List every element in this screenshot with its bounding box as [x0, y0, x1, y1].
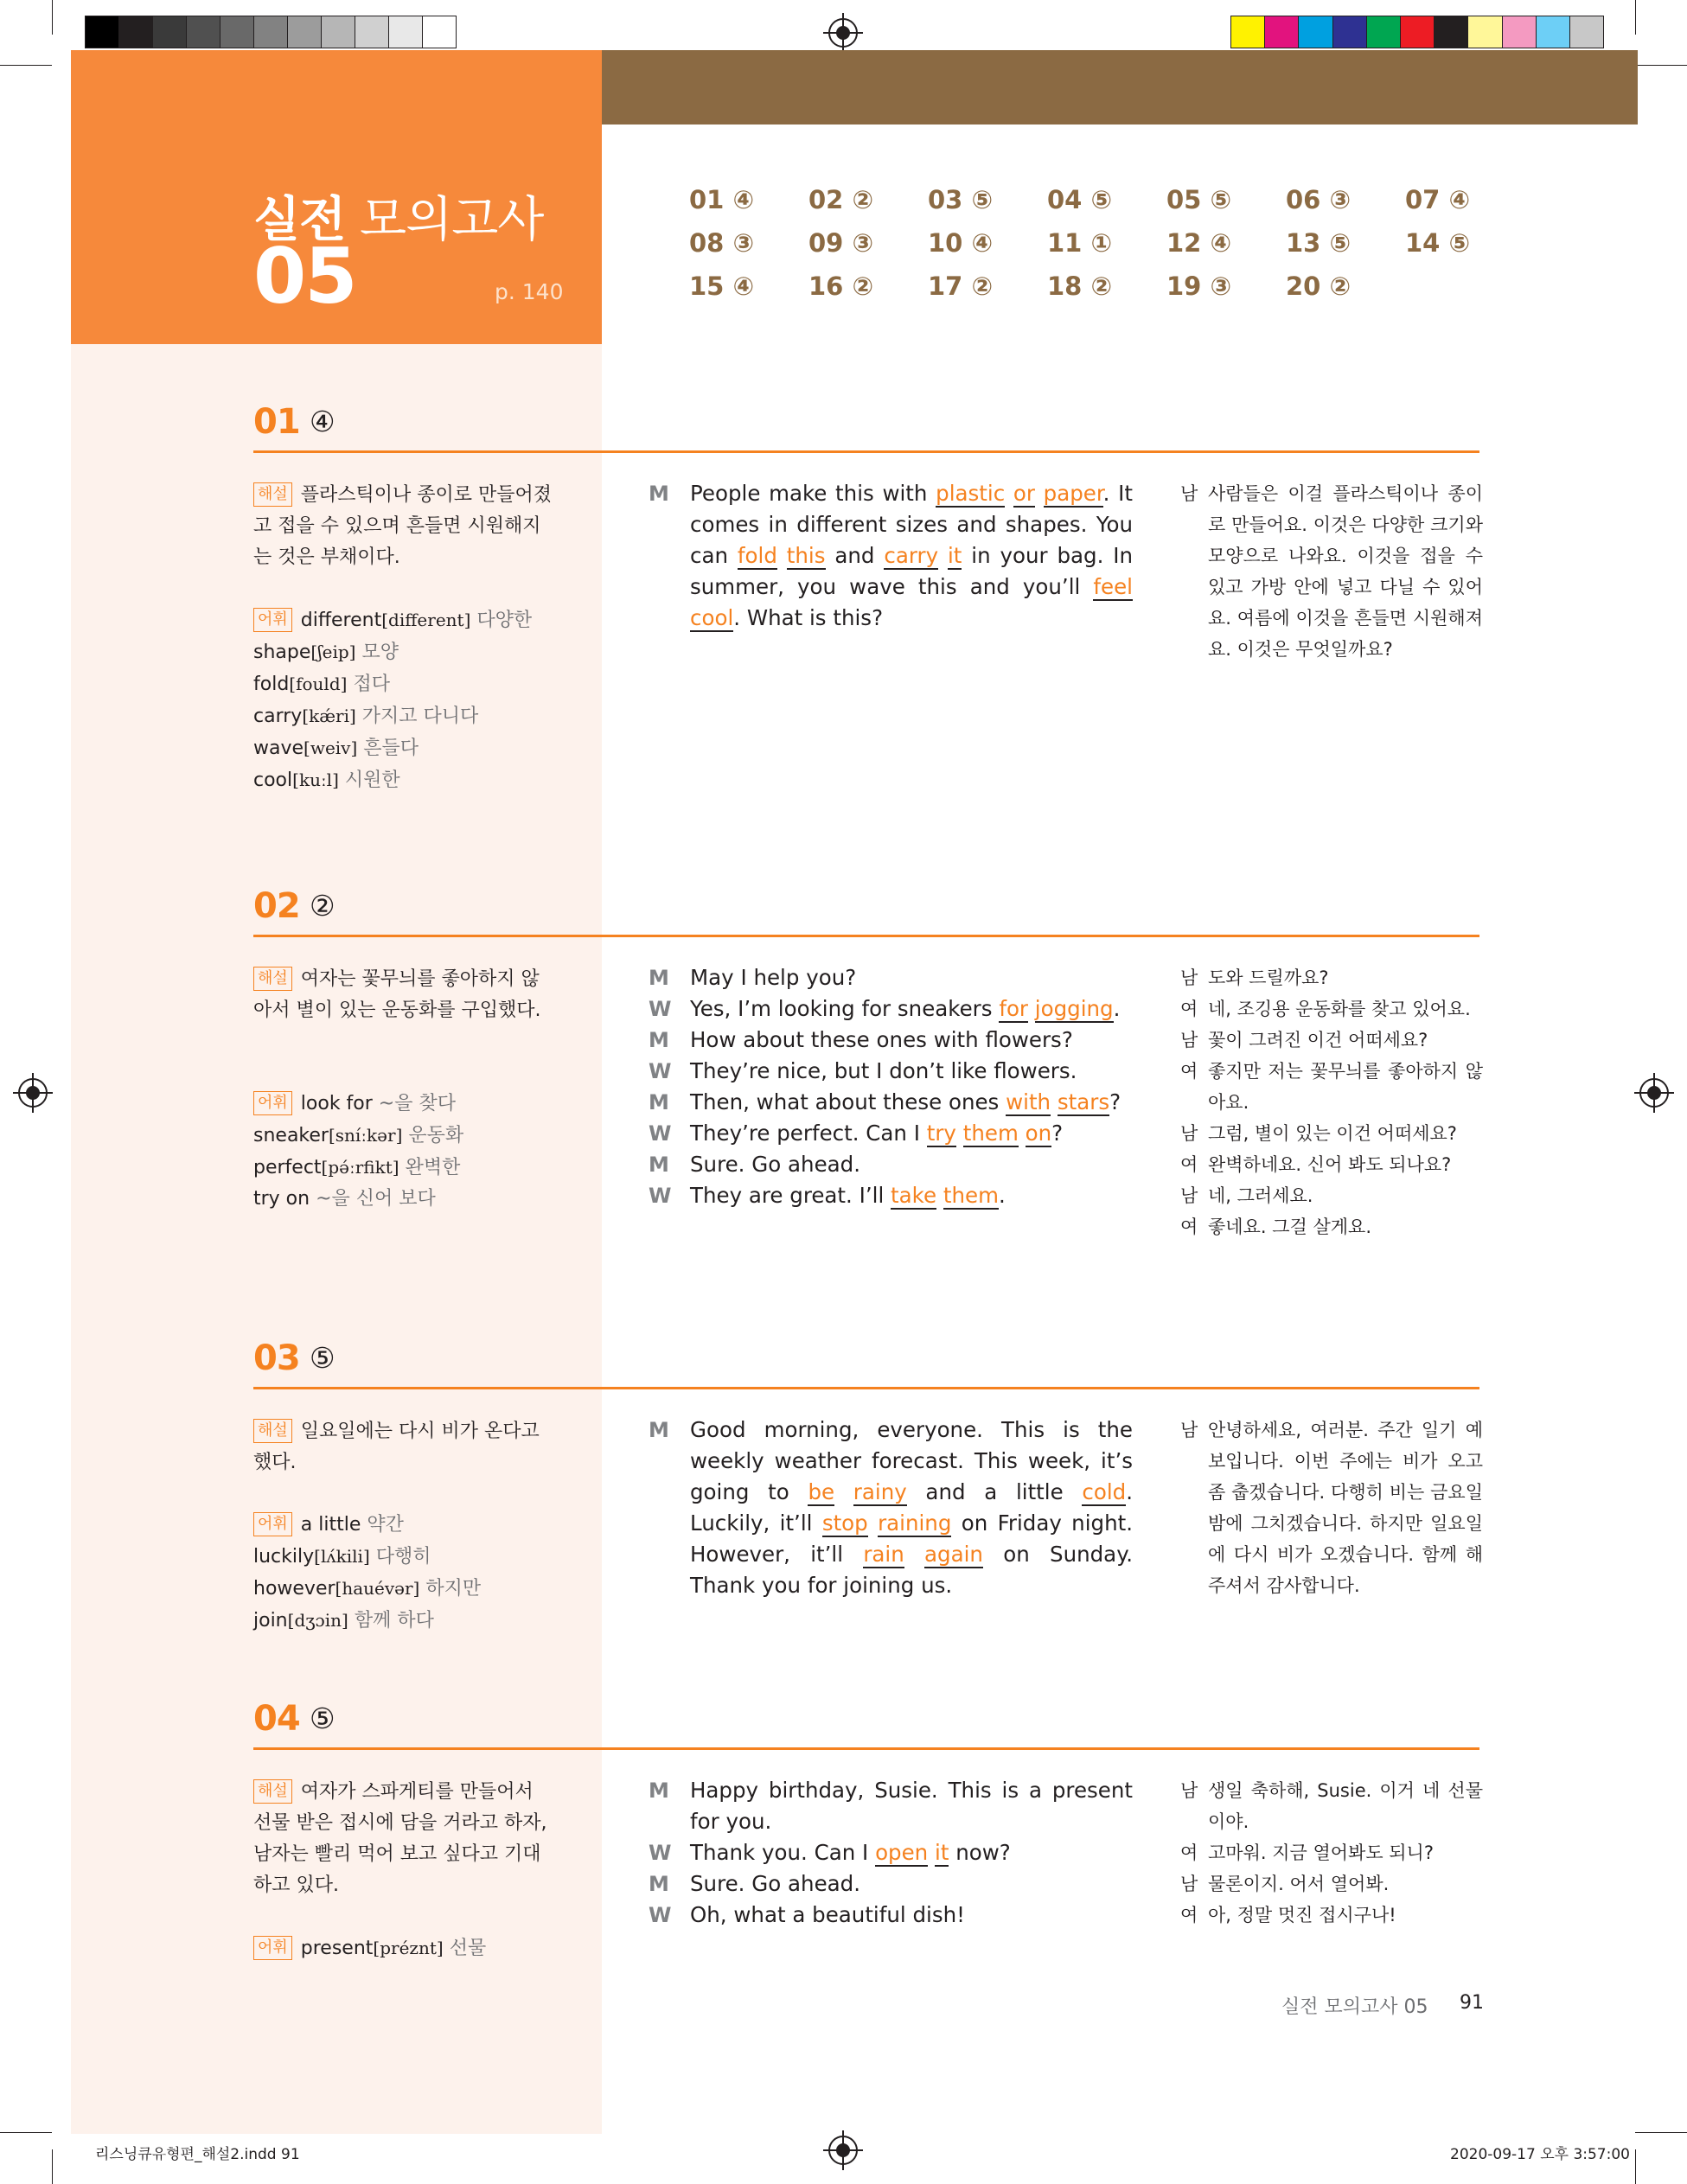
blank-answer: try	[926, 1121, 956, 1146]
translation-line	[1180, 1900, 1483, 1931]
translation-line	[1180, 1414, 1483, 1601]
script-text: May I help you?	[690, 965, 857, 990]
answer-18: 18 ②	[1047, 271, 1113, 301]
blank-answer: rainy	[853, 1479, 907, 1504]
translation-text: 네, 조깅용 운동화를 찾고 있어요.	[1208, 999, 1471, 1019]
script-text: They’re perfect. Can I try them on?	[690, 1121, 1064, 1146]
vocab-word: wave	[253, 738, 304, 759]
speaker-label: W	[649, 1184, 672, 1208]
explanation-badge: 해설	[253, 967, 292, 991]
vocab-meaning: 다행히	[375, 1546, 431, 1568]
registration-mark-bottom	[828, 2136, 858, 2165]
vocab-pronunciation: [ʃeip]	[310, 642, 356, 662]
script-line	[649, 1180, 1133, 1211]
answer-01: 01 ④	[689, 185, 755, 214]
explanation-badge: 해설	[253, 1779, 292, 1804]
script-text: Happy birthday, Susie. This is a present for you.	[690, 1778, 1133, 1834]
grayscale-bar	[85, 16, 457, 48]
translation	[1180, 1414, 1483, 1601]
speaker-label: 남	[1180, 1123, 1198, 1144]
vocab-pronunciation: [pə́ːrfikt]	[321, 1157, 399, 1178]
blank-answer: with	[1006, 1089, 1051, 1114]
blank-answer: on	[1025, 1121, 1052, 1146]
vocab-meaning: 가지고 다니다	[361, 706, 479, 727]
script-line	[649, 962, 1133, 993]
script-text: They are great. I’ll take them.	[690, 1183, 1006, 1208]
vocab-meaning: ~을 찾다	[378, 1093, 456, 1114]
crop-mark	[1635, 0, 1636, 35]
vocab-pronunciation: [sníːkər]	[328, 1125, 403, 1146]
answer-02: 02 ②	[808, 185, 874, 214]
translation-text: 좋지만 저는 꽃무늬를 좋아하지 않아요.	[1208, 1061, 1483, 1113]
script-text: Oh, what a beautiful dish!	[690, 1902, 965, 1927]
vocab-pronunciation: [weiv]	[304, 738, 358, 758]
translation	[1180, 1775, 1483, 1931]
explanation-text: 여자가 스파게티를 만들어서 선물 받은 접시에 담을 거라고 하자, 남자는 빨리 먹어 보고 싶다고 기대하고 있다.	[253, 1781, 547, 1896]
crop-mark	[52, 2149, 53, 2184]
page-reference: p. 140	[495, 279, 564, 304]
blank-answer: jogging	[1034, 996, 1114, 1021]
vocab-meaning: 흔들다	[363, 738, 419, 759]
script-text: Good morning, everyone. This is the weekly weather forecast. This week, it’s going to be rainy and a little cold. Luckily, it’ll stop raining on Friday night. However, it’ll rain again on Sunday. Thank you for joining us.	[690, 1417, 1133, 1598]
blank-answer: raining	[878, 1510, 952, 1536]
explanation-badge: 해설	[253, 1419, 292, 1443]
blank-answer: fold	[737, 543, 777, 568]
vocab-word: however	[253, 1578, 335, 1600]
translation-text: 네, 그러세요.	[1208, 1185, 1313, 1206]
explanation-text: 플라스틱이나 종이로 만들어졌고 접을 수 있으며 흔들면 시원해지는 것은 부채이다.	[253, 484, 553, 568]
vocab-word: cool	[253, 770, 293, 791]
translation-line	[1180, 993, 1483, 1025]
blank-answer: this	[786, 543, 826, 568]
vocabulary-badge: 어휘	[253, 1091, 292, 1115]
blank-answer: cool	[690, 605, 734, 630]
script-line	[649, 1900, 1133, 1931]
speaker-label: 남	[1180, 483, 1198, 504]
vocab-meaning: 다양한	[476, 610, 533, 631]
blank-answer: open	[875, 1840, 929, 1865]
answer-16: 16 ②	[808, 271, 874, 301]
speaker-label: M	[649, 1090, 669, 1114]
explanation	[253, 1777, 556, 1901]
blank-answer: them	[943, 1183, 999, 1208]
vocabulary-badge: 어휘	[253, 1512, 292, 1536]
crop-mark	[1635, 2149, 1636, 2184]
translation	[1180, 962, 1483, 1242]
translation-line	[1180, 1149, 1483, 1180]
script-text: People make this with plastic or paper. It comes in different sizes and shapes. You can fold this and carry it in your bag. In summer, you wave this and you’ll feel cool. What is this?	[690, 481, 1134, 630]
vocabulary-list	[253, 1089, 463, 1215]
speaker-label: M	[649, 1028, 669, 1052]
question-answer: ⑤	[310, 1341, 335, 1375]
explanation	[253, 480, 556, 573]
section-rule	[253, 935, 1479, 937]
vocab-pronunciation: [kǽri]	[302, 706, 356, 726]
vocab-item	[253, 700, 532, 732]
blank-answer: or	[1013, 481, 1035, 506]
script-text: How about these ones with flowers?	[690, 1027, 1073, 1052]
blank-answer: plastic	[936, 481, 1006, 506]
registration-mark-right	[1639, 1078, 1669, 1108]
script-line	[649, 1414, 1133, 1601]
vocab-item	[253, 1152, 463, 1184]
blank-answer: rain	[863, 1542, 904, 1567]
crop-mark	[0, 65, 52, 66]
translation-line	[1180, 1180, 1483, 1211]
section-rule	[253, 1747, 1479, 1750]
crop-mark	[52, 0, 53, 35]
answer-10: 10 ④	[928, 228, 994, 258]
test-number: 05	[253, 232, 356, 321]
answer-19: 19 ③	[1166, 271, 1232, 301]
question-number: 02	[253, 886, 300, 926]
vocab-meaning: 약간	[367, 1514, 404, 1536]
blank-answer: be	[808, 1479, 835, 1504]
vocab-meaning: 완벽한	[405, 1157, 461, 1178]
script-text: Thank you. Can I open it now?	[690, 1840, 1011, 1865]
vocab-meaning: ~을 신어 보다	[316, 1188, 436, 1210]
vocab-pronunciation: [préznt]	[373, 1938, 444, 1958]
vocabulary-badge: 어휘	[253, 608, 292, 632]
translation-text: 꽃이 그려진 이건 어떠세요?	[1208, 1030, 1428, 1050]
vocab-word: fold	[253, 674, 290, 695]
dialogue-script	[649, 478, 1133, 634]
answer-13: 13 ⑤	[1286, 228, 1352, 258]
vocab-item	[253, 668, 532, 700]
speaker-label: W	[649, 997, 672, 1021]
vocabulary-list	[253, 1510, 481, 1637]
vocab-word: look for	[300, 1093, 373, 1114]
answer-14: 14 ⑤	[1405, 228, 1471, 258]
section-rule	[253, 1387, 1479, 1389]
script-line	[649, 1025, 1133, 1056]
blank-answer: stop	[821, 1510, 868, 1536]
translation-text: 물론이지. 어서 열어봐.	[1208, 1874, 1390, 1894]
answer-04: 04 ⑤	[1047, 185, 1113, 214]
vocabulary-badge: 어휘	[253, 1936, 292, 1960]
answer-09: 09 ③	[808, 228, 874, 258]
vocab-item	[253, 732, 532, 764]
page-number: 91	[1460, 1992, 1484, 2014]
speaker-label: 여	[1180, 1154, 1198, 1175]
vocab-pronunciation: [lʌ́kili]	[314, 1546, 370, 1567]
vocab-word: a little	[300, 1514, 361, 1536]
explanation-text: 여자는 꽃무늬를 좋아하지 않아서 별이 있는 운동화를 구입했다.	[253, 968, 541, 1021]
vocab-item	[253, 1120, 463, 1152]
translation-line	[1180, 1118, 1483, 1149]
section-rule	[253, 450, 1479, 453]
script-line	[649, 1087, 1133, 1118]
blank-answer: them	[962, 1121, 1019, 1146]
answer-07: 07 ④	[1405, 185, 1471, 214]
registration-mark-left	[18, 1078, 48, 1108]
explanation-badge: 해설	[253, 482, 292, 507]
speaker-label: 여	[1180, 1217, 1198, 1237]
vocab-item	[253, 1573, 481, 1605]
vocab-word: different	[300, 610, 382, 631]
speaker-label: 남	[1180, 967, 1198, 988]
speaker-label: M	[649, 1872, 669, 1896]
translation-text: 아, 정말 멋진 접시구나!	[1208, 1905, 1396, 1925]
timestamp: 2020-09-17 오후 3:57:00	[1450, 2146, 1630, 2163]
vocab-meaning: 선물	[449, 1938, 487, 1959]
blank-answer: it	[947, 543, 962, 568]
translation-text: 좋네요. 그걸 살게요.	[1208, 1217, 1371, 1237]
vocab-meaning: 하지만	[425, 1578, 482, 1600]
speaker-label: 남	[1180, 1420, 1198, 1440]
vocab-meaning: 함께 하다	[354, 1610, 434, 1632]
dialogue-script	[649, 1414, 1133, 1601]
blank-answer: take	[891, 1183, 937, 1208]
speaker-label: M	[649, 1778, 669, 1803]
vocab-item	[253, 1605, 481, 1637]
script-line	[649, 1775, 1133, 1837]
translation-text: 그럼, 별이 있는 이건 어떠세요?	[1208, 1123, 1457, 1144]
vocab-meaning: 시원한	[344, 770, 400, 791]
answer-08: 08 ③	[689, 228, 755, 258]
translation-text: 안녕하세요, 여러분. 주간 일기 예보입니다. 이번 주에는 비가 오고 좀 춥겠습니다. 다행히 비는 금요일 밤에 그치겠습니다. 하지만 일요일에 다시 비가 오겠습니다. 함께 해 주셔서 감사합니다.	[1208, 1420, 1483, 1596]
vocab-word: perfect	[253, 1157, 322, 1178]
speaker-label: 남	[1180, 1185, 1198, 1206]
speaker-label: M	[649, 966, 669, 990]
question-answer: ④	[310, 405, 335, 438]
translation-text: 고마워. 지금 열어봐도 되니?	[1208, 1842, 1434, 1863]
translation-line	[1180, 1775, 1483, 1837]
vocab-item	[253, 604, 532, 636]
explanation	[253, 1416, 556, 1478]
vocab-item	[253, 764, 532, 796]
dialogue-script	[649, 1775, 1133, 1931]
vocab-word: sneaker	[253, 1125, 329, 1146]
question-number: 04	[253, 1699, 300, 1739]
translation-line	[1180, 478, 1483, 665]
script-text: Yes, I’m looking for sneakers for jogging.	[690, 996, 1121, 1021]
vocabulary-list	[253, 1932, 486, 1964]
vocab-item	[253, 1089, 463, 1120]
speaker-label: W	[649, 1059, 672, 1083]
vocab-meaning: 운동화	[408, 1125, 464, 1146]
vocab-item	[253, 1932, 486, 1964]
vocab-pronunciation: [hauévər]	[335, 1578, 420, 1599]
script-line	[649, 1837, 1133, 1868]
speaker-label: 여	[1180, 999, 1198, 1019]
vocab-word: join	[253, 1610, 288, 1632]
script-text: Sure. Go ahead.	[690, 1152, 860, 1177]
translation-text: 완벽하네요. 신어 봐도 되나요?	[1208, 1154, 1452, 1175]
crop-mark	[0, 2132, 52, 2133]
script-text: Then, what about these ones with stars?	[690, 1089, 1121, 1114]
registration-mark-top	[828, 18, 858, 48]
blank-answer: again	[924, 1542, 983, 1567]
vocab-word: luckily	[253, 1546, 315, 1568]
blank-answer: stars	[1057, 1089, 1110, 1114]
speaker-label: M	[649, 482, 669, 506]
speaker-label: 남	[1180, 1780, 1198, 1801]
translation-text: 사람들은 이걸 플라스틱이나 종이로 만들어요. 이것은 다양한 크기와 모양으로 나와요. 이것을 접을 수 있고 가방 안에 넣고 다닐 수 있어요. 여름에 이것을 흔들면 시원해져요. 이것은 무엇일까요?	[1208, 483, 1483, 660]
vocab-item	[253, 1510, 481, 1541]
vocab-pronunciation: [dʒɔin]	[287, 1610, 348, 1631]
header-band	[602, 50, 1638, 125]
answer-05: 05 ⑤	[1166, 185, 1232, 214]
script-text: They’re nice, but I don’t like flowers.	[690, 1058, 1077, 1083]
explanation-text: 일요일에는 다시 비가 온다고 했다.	[253, 1421, 540, 1473]
color-bar	[1230, 16, 1604, 48]
vocabulary-list	[253, 604, 532, 796]
blank-answer: for	[999, 996, 1028, 1021]
vocab-pronunciation: [fould]	[289, 674, 348, 694]
script-line	[649, 1118, 1133, 1149]
answer-20: 20 ②	[1286, 271, 1352, 301]
question-number: 03	[253, 1338, 300, 1378]
vocab-meaning: 모양	[361, 642, 399, 663]
translation-line	[1180, 1868, 1483, 1900]
crop-mark	[1635, 65, 1687, 66]
speaker-label: 여	[1180, 1842, 1198, 1863]
vocab-item	[253, 636, 532, 668]
vocab-pronunciation: [different]	[381, 610, 471, 630]
dialogue-script	[649, 962, 1133, 1211]
blank-answer: cold	[1082, 1479, 1127, 1504]
script-line	[649, 1868, 1133, 1900]
vocab-item	[253, 1184, 463, 1215]
speaker-label: 남	[1180, 1030, 1198, 1050]
speaker-label: W	[649, 1841, 672, 1865]
crop-mark	[1635, 2132, 1687, 2133]
blank-answer: paper	[1043, 481, 1103, 506]
script-text: Sure. Go ahead.	[690, 1871, 860, 1896]
question-answer: ②	[310, 889, 335, 923]
answer-03: 03 ⑤	[928, 185, 994, 214]
file-name: 리스닝큐유형편_해설2.indd 91	[95, 2146, 300, 2163]
answer-15: 15 ④	[689, 271, 755, 301]
translation-text: 생일 축하해, Susie. 이거 네 선물이야.	[1208, 1780, 1483, 1832]
vocab-pronunciation: [kuːl]	[292, 770, 339, 790]
translation-line	[1180, 962, 1483, 993]
translation-line	[1180, 1837, 1483, 1868]
translation-text: 도와 드릴까요?	[1208, 967, 1329, 988]
vocab-word: shape	[253, 642, 311, 663]
speaker-label: 여	[1180, 1905, 1198, 1925]
blank-answer: feel	[1093, 574, 1133, 599]
answer-06: 06 ③	[1286, 185, 1352, 214]
vocab-word: carry	[253, 706, 303, 727]
speaker-label: 여	[1180, 1061, 1198, 1082]
script-line	[649, 1149, 1133, 1180]
explanation	[253, 964, 556, 1026]
vocab-word: try on	[253, 1188, 310, 1210]
speaker-label: W	[649, 1903, 672, 1927]
script-line	[649, 1056, 1133, 1087]
script-line	[649, 993, 1133, 1025]
answer-17: 17 ②	[928, 271, 994, 301]
question-number: 01	[253, 402, 300, 442]
script-line	[649, 478, 1133, 634]
vocab-word: present	[300, 1938, 374, 1959]
vocab-item	[253, 1541, 481, 1573]
question-answer: ⑤	[310, 1702, 335, 1735]
speaker-label: M	[649, 1153, 669, 1177]
translation	[1180, 478, 1483, 665]
blank-answer: carry	[884, 543, 939, 568]
translation-line	[1180, 1025, 1483, 1056]
answer-11: 11 ①	[1047, 228, 1113, 258]
blank-answer: it	[935, 1840, 949, 1865]
speaker-label: W	[649, 1121, 672, 1146]
speaker-label: M	[649, 1418, 669, 1442]
vocab-meaning: 접다	[353, 674, 390, 695]
translation-line	[1180, 1056, 1483, 1118]
footer-title: 실전 모의고사 05	[1281, 1996, 1428, 2018]
speaker-label: 남	[1180, 1874, 1198, 1894]
page-title: 실전 모의고사	[253, 192, 544, 248]
translation-line	[1180, 1211, 1483, 1242]
answer-12: 12 ④	[1166, 228, 1232, 258]
